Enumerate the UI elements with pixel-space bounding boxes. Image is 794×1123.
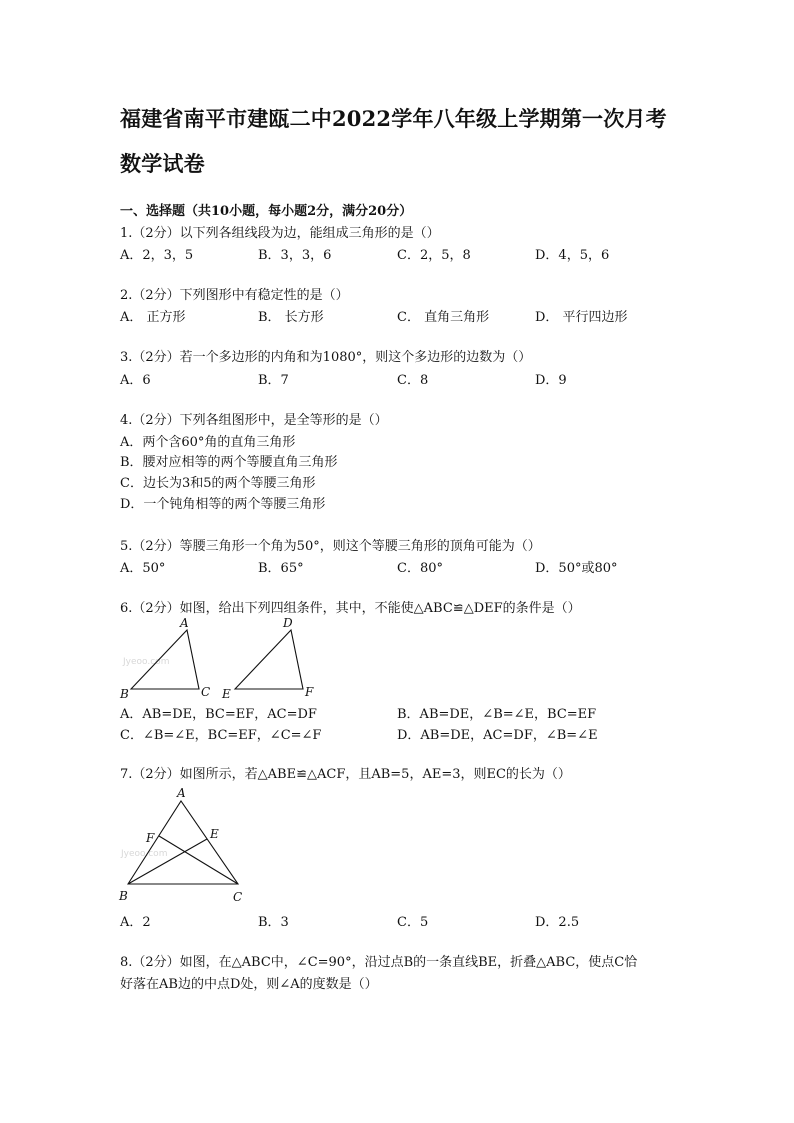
- q6-triangles-figure: [115, 612, 325, 702]
- label-b: B: [119, 889, 128, 903]
- q4-option-d: D．一个钝角相等的两个等腰三角形: [120, 497, 326, 512]
- q2-option-c: C． 直角三角形: [397, 310, 490, 325]
- paper-title: 福建省南平市建瓯二中2022学年八年级上学期第一次月考数学试卷: [120, 106, 667, 176]
- section-heading: 一、选择题（共10小题，每小题2分，满分20分）: [120, 204, 413, 219]
- q2-option-b: B． 长方形: [258, 310, 324, 325]
- watermark: Jyeoo.com: [121, 849, 168, 859]
- q1-option-d: D．4，5，6: [535, 248, 610, 263]
- label-e: E: [222, 687, 231, 701]
- q7-option-c: C．5: [397, 915, 429, 930]
- q7-triangle-figure: [113, 784, 263, 906]
- watermark: Jyeoo.com: [123, 657, 170, 667]
- question-8-stem-line2: 好落在AB边的中点D处，则∠A的度数是（）: [120, 977, 378, 992]
- triangle-def: [235, 630, 303, 689]
- question-8-stem-line1: 8.（2分）如图，在△ABC中，∠C=90°，沿过点B的一条直线BE，折叠△ABC，使点C恰: [120, 955, 638, 970]
- q1-option-b: B．3，3，6: [258, 248, 332, 263]
- label-c: C: [233, 890, 243, 904]
- segment-be: [128, 839, 207, 884]
- triangle-abc: [128, 801, 238, 884]
- q3-option-c: C．8: [397, 373, 429, 388]
- q2-option-d: D． 平行四边形: [535, 310, 628, 325]
- label-a: A: [177, 786, 186, 800]
- q3-option-a: A．6: [120, 373, 151, 388]
- q5-option-b: B．65°: [258, 561, 304, 576]
- label-f: F: [305, 685, 314, 699]
- question-2-stem: 2.（2分）下列图形中有稳定性的是（）: [120, 288, 349, 303]
- question-7-stem: 7.（2分）如图所示，若△ABE≌△ACF，且AB=5，AE=3，则EC的长为（）: [120, 767, 571, 782]
- q6-option-b: B．AB=DE，∠B=∠E，BC=EF: [397, 707, 597, 722]
- q7-option-b: B．3: [258, 915, 289, 930]
- q6-option-c: C．∠B=∠E，BC=EF，∠C=∠F: [120, 728, 322, 743]
- question-4-stem: 4.（2分）下列各组图形中，是全等形的是（）: [120, 413, 388, 428]
- q4-option-a: A．两个含60°角的直角三角形: [120, 435, 296, 450]
- q4-option-b: B．腰对应相等的两个等腰直角三角形: [120, 455, 338, 470]
- question-6-stem: 6.（2分）如图，给出下列四组条件，其中，不能使△ABC≌△DEF的条件是（）: [120, 601, 581, 616]
- q6-option-a: A．AB=DE，BC=EF，AC=DF: [120, 707, 317, 722]
- q5-option-d: D．50°或80°: [535, 561, 618, 576]
- q4-option-c: C．边长为3和5的两个等腰三角形: [120, 476, 316, 491]
- question-5-stem: 5.（2分）等腰三角形一个角为50°，则这个等腰三角形的顶角可能为（）: [120, 539, 541, 554]
- question-3-stem: 3.（2分）若一个多边形的内角和为1080°，则这个多边形的边数为（）: [120, 350, 532, 365]
- label-e: E: [210, 827, 219, 841]
- q1-option-a: A．2，3，5: [120, 248, 194, 263]
- q7-option-a: A．2: [120, 915, 151, 930]
- q2-option-a: A． 正方形: [120, 310, 186, 325]
- q5-option-a: A．50°: [120, 561, 166, 576]
- label-c: C: [201, 685, 211, 699]
- q1-option-c: C．2，5，8: [397, 248, 471, 263]
- q5-option-c: C．80°: [397, 561, 443, 576]
- q6-option-d: D．AB=DE，AC=DF，∠B=∠E: [397, 728, 598, 743]
- label-a: A: [180, 616, 189, 630]
- q7-option-d: D．2.5: [535, 915, 580, 930]
- q3-option-b: B．7: [258, 373, 289, 388]
- label-b: B: [120, 687, 129, 701]
- label-d: D: [283, 616, 293, 630]
- question-1-stem: 1.（2分）以下列各组线段为边，能组成三角形的是（）: [120, 226, 440, 241]
- q3-option-d: D．9: [535, 373, 567, 388]
- label-f: F: [146, 831, 155, 845]
